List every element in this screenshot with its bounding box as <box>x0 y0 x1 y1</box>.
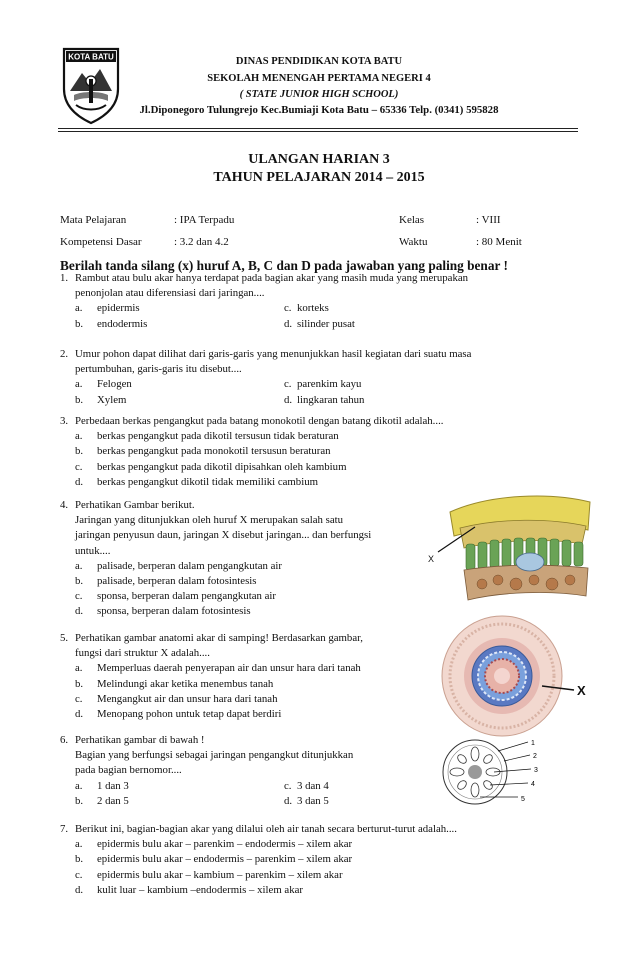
option-letter: c. <box>75 460 83 473</box>
question-text: Bagian yang berfungsi sebagai jaringan pengangkut ditunjukkan <box>75 749 354 762</box>
header-school-en: ( STATE JUNIOR HIGH SCHOOL) <box>239 89 399 100</box>
exam-year: TAHUN PELAJARAN 2014 – 2015 <box>213 170 425 185</box>
root-label-x: X <box>577 683 586 698</box>
option-text: sponsa, berperan dalam fotosintesis <box>97 605 251 618</box>
option-text: berkas pengangkut pada dikotil dipisahkan oleh kambium <box>97 460 347 473</box>
option-letter: d. <box>284 393 293 406</box>
option-letter: a. <box>75 430 83 443</box>
option-text: epidermis <box>97 302 140 315</box>
stem-label-5: 5 <box>521 796 525 803</box>
instructions: Berilah tanda silang (x) huruf A, B, C dan D pada jawaban yang paling benar ! <box>60 258 508 273</box>
header-address: Jl.Diponegoro Tulungrejo Kec.Bumiaji Kota Batu – 65336 Telp. (0341) 595828 <box>139 104 499 116</box>
question-text: untuk.... <box>75 544 111 557</box>
option-letter: d. <box>75 475 84 488</box>
stem-label-2: 2 <box>533 753 537 760</box>
option-text: Felogen <box>97 378 132 391</box>
exam-title: ULANGAN HARIAN 3 <box>248 152 390 167</box>
option-text: parenkim kayu <box>297 378 362 391</box>
option-letter: d. <box>75 605 84 618</box>
option-text: palisade, berperan dalam pengangkutan air <box>97 559 282 572</box>
option-text: silinder pusat <box>297 317 355 330</box>
option-letter: d. <box>75 708 84 720</box>
option-letter: c. <box>75 692 83 705</box>
time-label: Waktu <box>399 236 428 248</box>
question-text: fungsi dari struktur X adalah.... <box>75 647 210 660</box>
option-letter: b. <box>75 853 84 866</box>
stem-label-3: 3 <box>534 767 538 774</box>
root-cross-section-figure <box>434 614 594 738</box>
option-letter: c. <box>284 378 292 391</box>
option-letter: c. <box>75 868 83 881</box>
stem-label-4: 4 <box>531 781 535 788</box>
option-text: Xylem <box>97 393 127 406</box>
option-letter: b. <box>75 677 84 690</box>
option-text: korteks <box>297 302 329 315</box>
competency-value: : 3.2 dan 4.2 <box>174 236 229 248</box>
option-letter: d. <box>75 883 84 896</box>
question-text: Perhatikan gambar anatomi akar di samping! Berdasarkan gambar, <box>75 632 363 644</box>
question-text: pertumbuhan, garis-garis itu disebut.... <box>75 363 242 376</box>
question-text: pada bagian bernomor.... <box>75 764 182 777</box>
header-agency: DINAS PENDIDIKAN KOTA BATU <box>235 56 403 67</box>
stem-diagram-figure <box>440 737 545 807</box>
option-text: Melindungi akar ketika menembus tanah <box>97 677 274 690</box>
stem-label-1: 1 <box>531 740 535 747</box>
class-value: : VIII <box>476 214 501 226</box>
option-letter: c. <box>75 590 83 603</box>
option-text: 1 dan 3 <box>97 779 129 792</box>
option-letter: d. <box>284 317 293 330</box>
option-letter: d. <box>284 794 293 807</box>
option-letter: a. <box>75 662 83 675</box>
question-text: Jaringan yang ditunjukkan oleh huruf X merupakan salah satu <box>75 514 344 527</box>
question-number: 5. <box>60 632 69 644</box>
leaf-label-x: X <box>428 554 435 564</box>
option-letter: b. <box>75 317 84 330</box>
question-text: penonjolan atau diferensiasi dari jaringan.... <box>75 287 265 300</box>
option-letter: c. <box>284 779 292 792</box>
option-text: Memperluas daerah penyerapan air dan unsur hara dari tanah <box>97 662 361 675</box>
option-text: palisade, berperan dalam fotosintesis <box>97 575 257 587</box>
class-label: Kelas <box>399 214 425 226</box>
option-text: sponsa, berperan dalam pengangkutan air <box>97 590 276 603</box>
option-letter: b. <box>75 575 84 587</box>
subject-label: Mata Pelajaran <box>60 214 127 226</box>
question-number: 6. <box>60 734 69 746</box>
question-number: 4. <box>60 499 69 511</box>
option-text: 3 dan 4 <box>297 779 329 792</box>
option-text: berkas pengangkut pada monokotil tersusun beraturan <box>97 445 331 458</box>
question-number: 1. <box>60 272 69 284</box>
question-text: Rambut atau bulu akar hanya terdapat pada bagian akar yang masih muda yang merupakan <box>75 272 469 284</box>
leaf-cross-section-figure <box>420 492 595 607</box>
option-text: epidermis bulu akar – parenkim – endodermis – xilem akar <box>97 838 353 851</box>
question-text: jaringan penyusun daun, jaringan X disebut jaringan... dan berfungsi <box>75 529 372 542</box>
question-text: Perhatikan gambar di bawah ! <box>75 734 205 746</box>
option-letter: b. <box>75 393 84 406</box>
question-number: 2. <box>60 348 69 360</box>
option-text: epidermis bulu akar – endodermis – parenkim – xilem akar <box>97 853 353 866</box>
option-text: epidermis bulu akar – kambium – parenkim – xilem akar <box>97 868 343 881</box>
option-letter: a. <box>75 302 83 315</box>
option-text: endodermis <box>97 317 148 330</box>
option-letter: a. <box>75 838 83 851</box>
option-text: berkas pengangkut dikotil tidak memiliki cambium <box>97 475 318 488</box>
option-letter: a. <box>75 779 83 792</box>
question-number: 7. <box>60 823 69 835</box>
option-text: lingkaran tahun <box>297 393 365 406</box>
competency-label: Kompetensi Dasar <box>60 236 142 248</box>
logo-text: KOTA BATU <box>68 52 114 62</box>
option-text: Menopang pohon untuk tetap dapat berdiri <box>97 708 282 720</box>
question-text: Perhatikan Gambar berikut. <box>75 499 195 511</box>
option-letter: a. <box>75 559 83 572</box>
option-letter: b. <box>75 794 84 807</box>
option-text: 3 dan 5 <box>297 794 329 807</box>
question-text: Perbedaan berkas pengangkut pada batang monokotil dengan batang dikotil adalah.... <box>75 415 444 427</box>
question-text: Umur pohon dapat dilihat dari garis-garis yang menunjukkan hasil kegiatan dari suatu masa <box>75 348 472 360</box>
header-school: SEKOLAH MENENGAH PERTAMA NEGERI 4 <box>207 73 431 84</box>
option-letter: c. <box>284 302 292 315</box>
subject-value: : IPA Terpadu <box>174 214 235 226</box>
option-letter: b. <box>75 445 84 458</box>
question-text: Berikut ini, bagian-bagian akar yang dilalui oleh air tanah secara berturut-turut adalah.... <box>75 823 457 835</box>
question-number: 3. <box>60 415 69 427</box>
time-value: : 80 Menit <box>476 236 522 248</box>
option-text: kulit luar – kambium –endodermis – xilem akar <box>97 883 303 896</box>
option-text: Mengangkut air dan unsur hara dari tanah <box>97 692 278 705</box>
option-text: 2 dan 5 <box>97 794 129 807</box>
option-text: berkas pengangkut pada dikotil tersusun tidak beraturan <box>97 430 339 443</box>
option-letter: a. <box>75 378 83 391</box>
